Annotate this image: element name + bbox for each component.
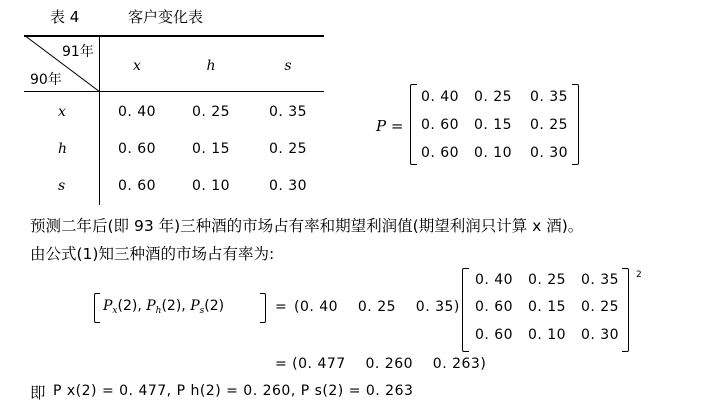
corner-header-year90: 90年 — [30, 72, 62, 88]
matrix-cell: 0. 30 — [580, 327, 620, 343]
equals-sign: = — [275, 299, 287, 315]
matrix-p-cell: 0. 40 — [420, 89, 460, 105]
table-title: 客户变化表 — [128, 8, 204, 26]
table-cell: 0. 35 — [268, 104, 308, 120]
matrix-p-cell: 0. 10 — [473, 145, 513, 161]
paragraph-line-2: 由公式(1)知三种酒的市场占有率为: — [30, 245, 275, 263]
vector-left-bracket — [94, 293, 100, 323]
column-header: s — [284, 58, 292, 74]
matrix-p-cell: 0. 60 — [420, 117, 460, 133]
table-label: 表 4 — [50, 8, 80, 26]
vector-right-bracket — [260, 293, 266, 323]
conclusion-prefix: 即 — [30, 384, 46, 402]
table-cell: 0. 15 — [191, 141, 231, 157]
result-vector: = (0. 477 0. 260 0. 263) — [275, 356, 487, 372]
corner-header-year91: 91年 — [62, 44, 94, 60]
table-cell: 0. 40 — [117, 104, 157, 120]
matrix-cell: 0. 60 — [474, 299, 514, 315]
row-header: s — [58, 178, 66, 194]
table-cell: 0. 25 — [268, 141, 308, 157]
matrix-p-cell: 0. 25 — [529, 117, 569, 133]
table-cell: 0. 30 — [268, 178, 308, 194]
matrix-cell: 0. 15 — [527, 299, 567, 315]
matrix-p-cell: 0. 25 — [473, 89, 513, 105]
table-cell: 0. 60 — [117, 178, 157, 194]
column-header: x — [133, 58, 141, 74]
table-cell: 0. 10 — [191, 178, 231, 194]
matrix-cell: 0. 40 — [474, 272, 514, 288]
matrix-cell: 0. 60 — [474, 327, 514, 343]
probability-vector: $P_x(2)$, $P_h(2)$, $P_s(2)$ — [103, 298, 225, 316]
initial-vector: (0. 40 0. 25 0. 35) — [294, 299, 460, 315]
matrix-p-cell: 0. 35 — [529, 89, 569, 105]
matrix-cell: 0. 10 — [527, 327, 567, 343]
paragraph-line-1: 预测二年后(即 93 年)三种酒的市场占有率和期望利润值(期望利润只计算 x 酒)。 — [30, 217, 584, 235]
matrix-p-label: P = — [376, 117, 404, 135]
conclusion-values: P x(2) = 0. 477, P h(2) = 0. 260, P s(2) = 0. 263 — [53, 383, 414, 399]
matrix-p-cell: 0. 30 — [529, 145, 569, 161]
table-cell: 0. 25 — [191, 104, 231, 120]
column-header: h — [206, 58, 216, 74]
matrix-cell: 0. 25 — [527, 272, 567, 288]
matrix-power: 2 — [636, 270, 642, 280]
matrix-p-cell: 0. 60 — [420, 145, 460, 161]
row-header: x — [58, 104, 66, 120]
table-cell: 0. 60 — [117, 141, 157, 157]
row-header: h — [58, 141, 68, 157]
matrix-p-cell: 0. 15 — [473, 117, 513, 133]
matrix-cell: 0. 35 — [580, 272, 620, 288]
matrix-cell: 0. 25 — [580, 299, 620, 315]
